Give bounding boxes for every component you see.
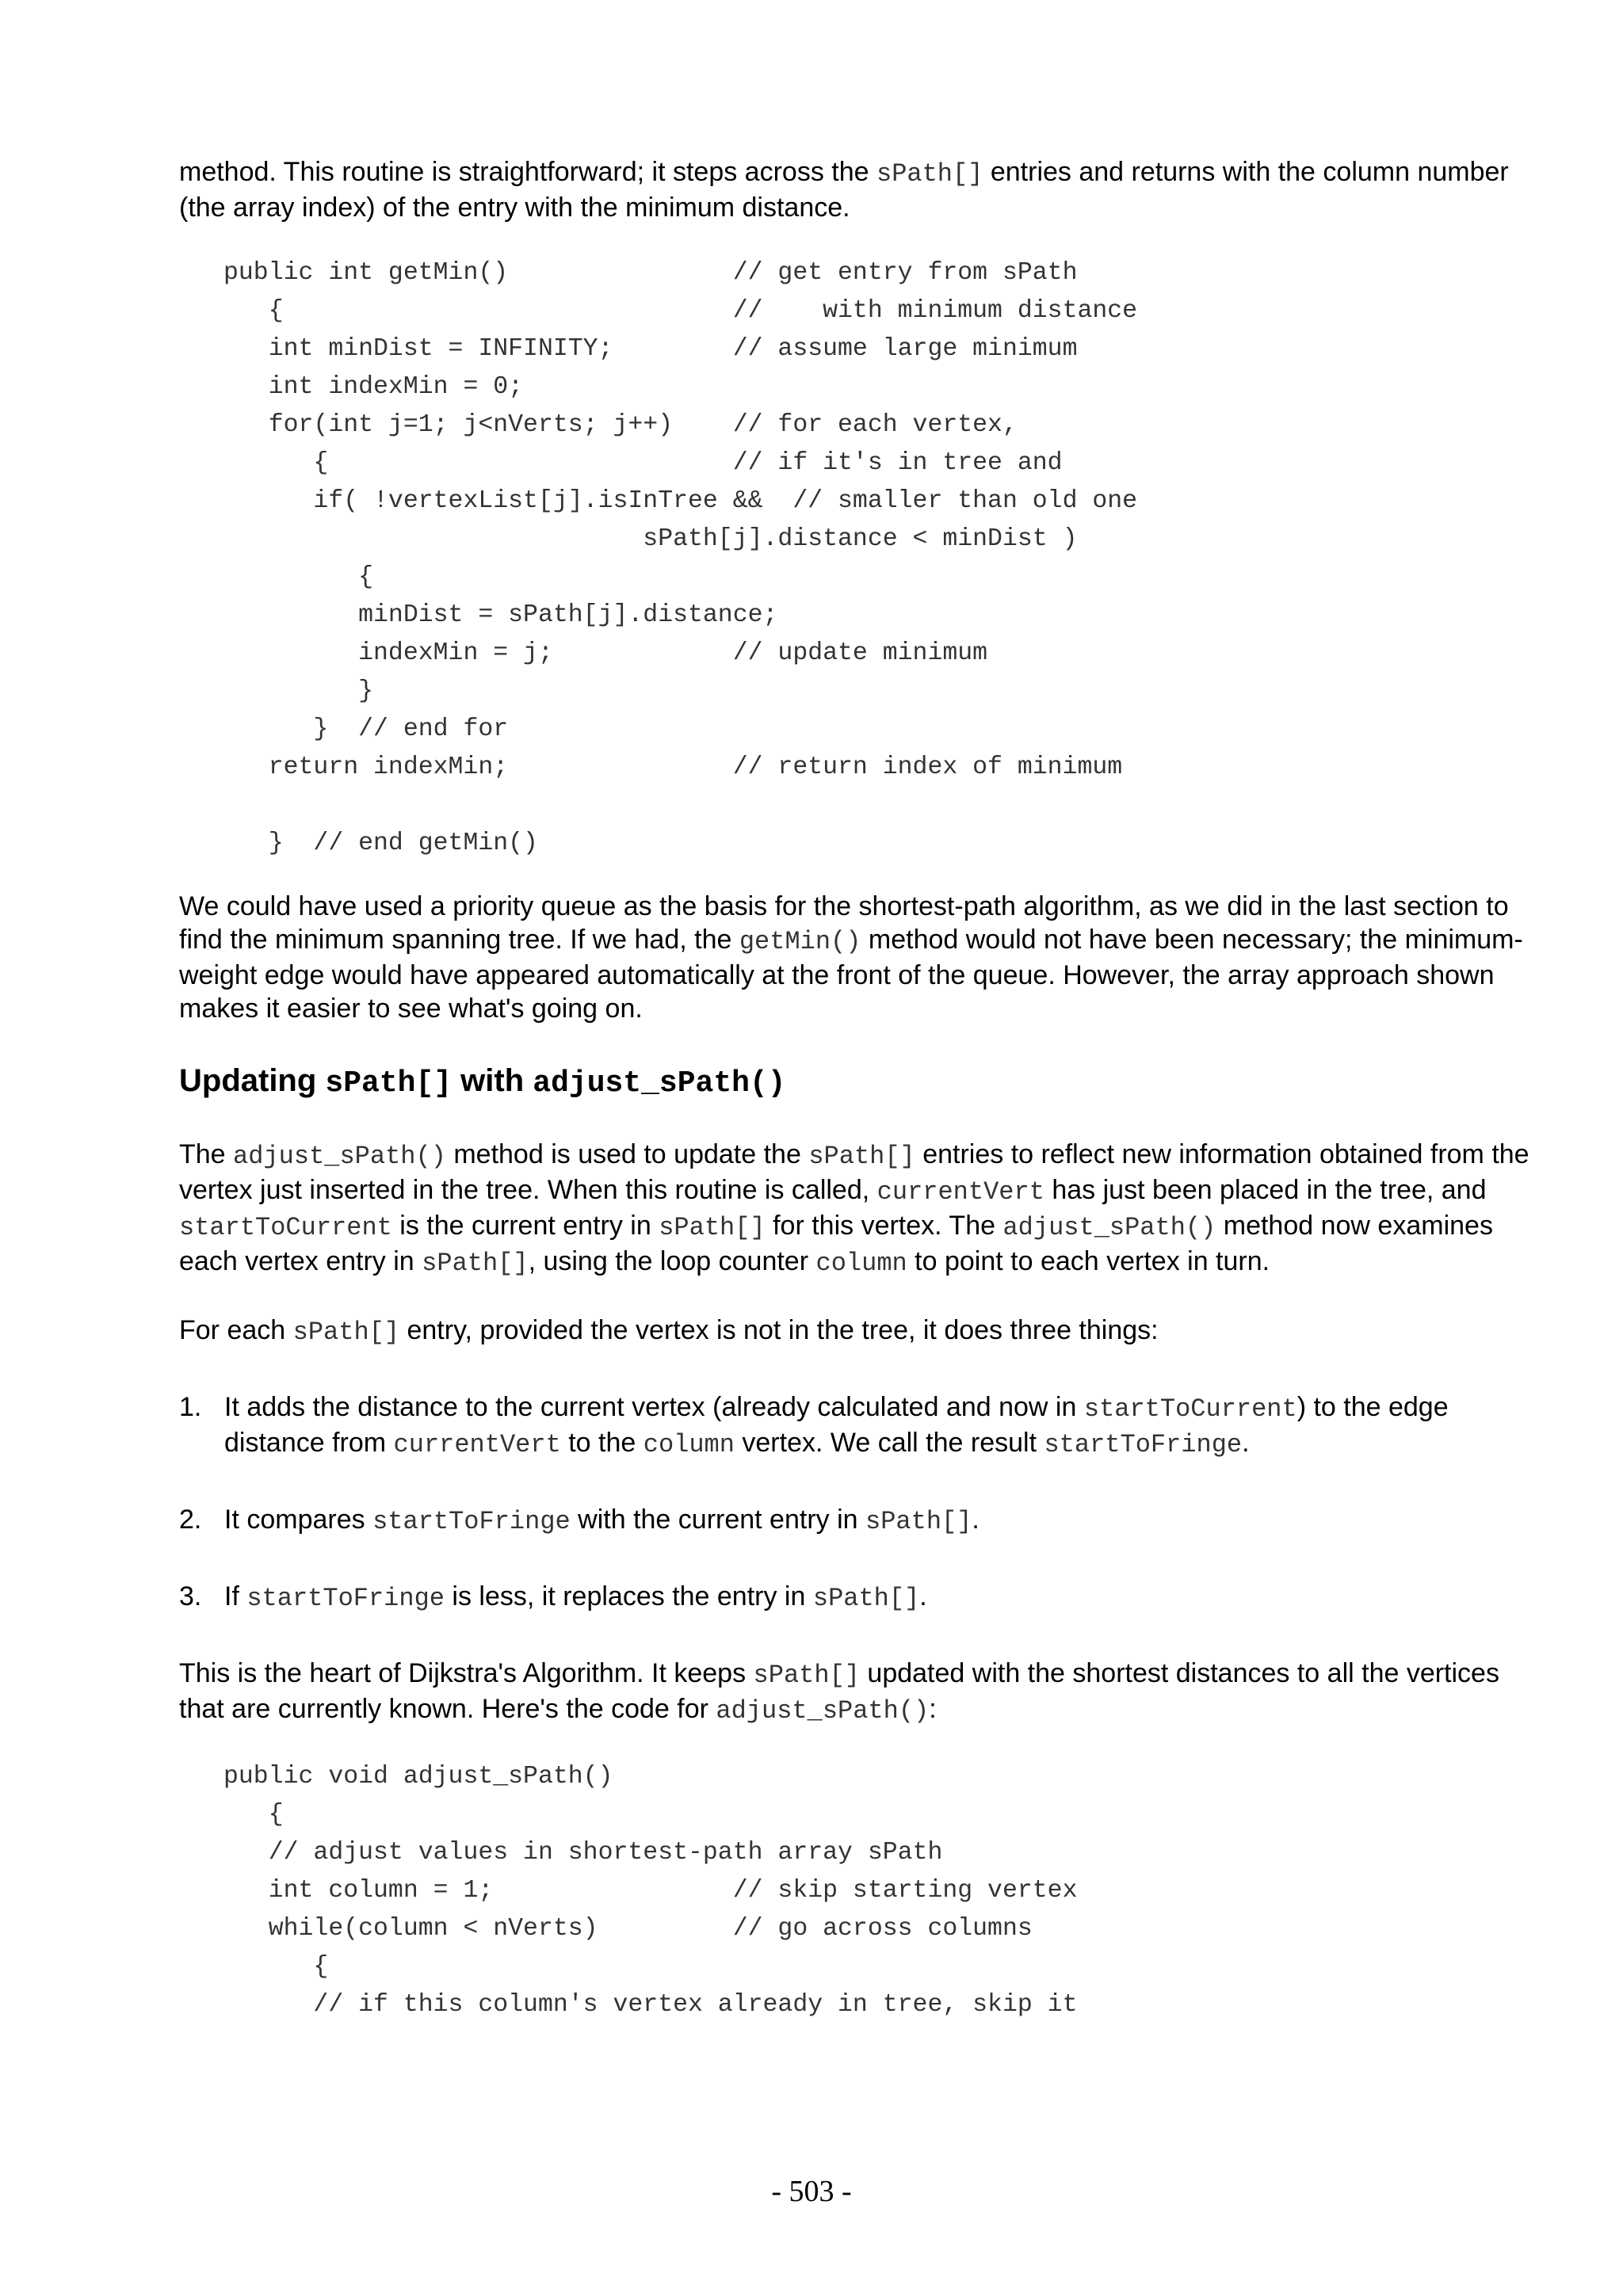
- text-run: .: [972, 1505, 980, 1535]
- text-run: entry, provided the vertex is not in the tree, it does three things:: [399, 1315, 1159, 1345]
- inline-code: startToCurrent: [1083, 1394, 1297, 1424]
- text-run: entries to reflect new information obtained from the vertex just inserted in the tree. When this routine is called,: [179, 1139, 1529, 1205]
- text-run: has just been placed in the tree, and: [1044, 1175, 1487, 1205]
- code-line: minDist = sPath[j].distance;: [223, 601, 778, 629]
- inline-code: column: [643, 1430, 735, 1459]
- heart-paragraph: [179, 1657, 1542, 1728]
- text-run: ) to the edge distance from: [224, 1392, 1449, 1458]
- text-run: The: [179, 1139, 234, 1169]
- code-line: // adjust values in shortest-path array sPath: [223, 1839, 943, 1867]
- text-run: vertex. We call the result: [734, 1428, 1044, 1458]
- inline-code: sPath[]: [659, 1213, 766, 1242]
- inline-code: sPath[]: [292, 1318, 400, 1347]
- inline-code: sPath[]: [865, 1507, 972, 1536]
- text-run: entries and returns with the column number (the array index) of the entry with the minimum distance.: [179, 157, 1509, 223]
- text-run: method. This routine is straightforward; it steps across the: [179, 157, 876, 187]
- intro-paragraph: [179, 155, 1542, 224]
- inline-code: adjust_sPath(): [233, 1142, 446, 1171]
- heading-text: Updating: [179, 1063, 326, 1098]
- priority-queue-paragraph: [179, 890, 1542, 1025]
- inline-code: startToCurrent: [179, 1213, 392, 1242]
- code-line: [223, 787, 1542, 825]
- heading-text: with: [452, 1063, 533, 1098]
- text-run: For each: [179, 1315, 293, 1345]
- inline-code: adjust_sPath(): [716, 1696, 930, 1726]
- code-line: return indexMin; // return index of minimum: [223, 753, 1123, 781]
- inline-code: currentVert: [393, 1430, 561, 1459]
- inline-code: getMin(): [739, 927, 861, 956]
- list-item: [179, 1503, 1542, 1539]
- inline-code: startToFringe: [1044, 1430, 1243, 1459]
- inline-code: startToFringe: [246, 1584, 445, 1613]
- text-run: This is the heart of Dijkstra's Algorithm. It keeps: [179, 1658, 754, 1688]
- list-item: [179, 1390, 1542, 1462]
- text-run: for this vertex. The: [765, 1211, 1003, 1241]
- code-line: {: [223, 1953, 329, 1981]
- steps-list: [179, 1390, 1542, 1615]
- text-run: is the current entry in: [391, 1211, 659, 1241]
- page-content: [179, 155, 1542, 2024]
- inline-code: sPath[]: [812, 1584, 920, 1613]
- list-number: 2.: [179, 1505, 202, 1535]
- for-each-paragraph: [179, 1314, 1542, 1349]
- inline-code: sPath[]: [422, 1249, 529, 1278]
- text-run: It adds the distance to the current vertex (already calculated and now in: [224, 1392, 1084, 1422]
- section-heading: [179, 1060, 1542, 1104]
- code-line: int minDist = INFINITY; // assume large minimum: [223, 335, 1078, 363]
- list-number: 3.: [179, 1581, 202, 1611]
- adjust-description-paragraph: [179, 1138, 1542, 1280]
- code-line: {: [223, 563, 374, 591]
- text-run: to the: [560, 1428, 643, 1458]
- heading-code: adjust_sPath(): [533, 1066, 786, 1100]
- inline-code: sPath[]: [808, 1142, 915, 1171]
- inline-code: currentVert: [876, 1177, 1044, 1207]
- inline-code: adjust_sPath(): [1002, 1213, 1216, 1242]
- text-run: It compares: [224, 1505, 373, 1535]
- list-number: 1.: [179, 1392, 202, 1422]
- code-line: sPath[j].distance < minDist ): [223, 525, 1078, 553]
- text-run: method now examines each vertex entry in: [179, 1211, 1493, 1276]
- inline-code: column: [815, 1249, 907, 1278]
- text-run: method is used to update the: [445, 1139, 809, 1169]
- text-run: method would not have been necessary; the minimum-weight edge would have appeared automatically at the front of the queue. However, the array approach shown makes it easier to see what's going on.: [179, 925, 1523, 1024]
- text-run: .: [919, 1581, 927, 1611]
- code-line: } // end getMin(): [223, 830, 538, 857]
- text-run: We could have used a priority queue as the basis for the shortest-path algorithm, as we did in the last section to find the minimum spanning tree. If we had, the: [179, 891, 1509, 955]
- text-run: to point to each vertex in turn.: [907, 1246, 1270, 1276]
- code-line: int indexMin = 0;: [223, 373, 524, 401]
- code-line: { // with minimum distance: [223, 297, 1138, 325]
- code-line: public void adjust_sPath(): [223, 1763, 613, 1791]
- page-number: - 503 -: [771, 2175, 852, 2208]
- code-line: { // if it's in tree and: [223, 449, 1063, 477]
- heading-code: sPath[]: [325, 1066, 453, 1100]
- text-run: is less, it replaces the entry in: [444, 1581, 813, 1611]
- code-line: for(int j=1; j<nVerts; j++) // for each vertex,: [223, 411, 1018, 439]
- text-run: .: [1242, 1428, 1250, 1458]
- inline-code: startToFringe: [372, 1507, 571, 1536]
- inline-code: sPath[]: [753, 1661, 860, 1690]
- code-line: // if this column's vertex already in tree, skip it: [223, 1991, 1078, 2019]
- text-run: :: [929, 1694, 937, 1724]
- code-block-adjust-spath: [179, 1758, 1542, 2024]
- code-line: {: [223, 1801, 284, 1829]
- code-line: }: [223, 677, 374, 705]
- text-run: , using the loop counter: [528, 1246, 816, 1276]
- list-item: [179, 1580, 1542, 1615]
- code-line: int column = 1; // skip starting vertex: [223, 1877, 1078, 1905]
- text-run: updated with the shortest distances to all the vertices that are currently known. Here's the code for: [179, 1658, 1499, 1724]
- code-line: if( !vertexList[j].isInTree && // smaller than old one: [223, 487, 1138, 515]
- text-run: with the current entry in: [570, 1505, 865, 1535]
- code-line: public int getMin() // get entry from sPath: [223, 259, 1078, 287]
- text-run: If: [224, 1581, 247, 1611]
- code-line: } // end for: [223, 715, 509, 743]
- code-line: indexMin = j; // update minimum: [223, 639, 988, 667]
- code-line: while(column < nVerts) // go across columns: [223, 1915, 1033, 1943]
- code-block-getmin: [179, 254, 1542, 863]
- inline-code: sPath[]: [876, 159, 983, 189]
